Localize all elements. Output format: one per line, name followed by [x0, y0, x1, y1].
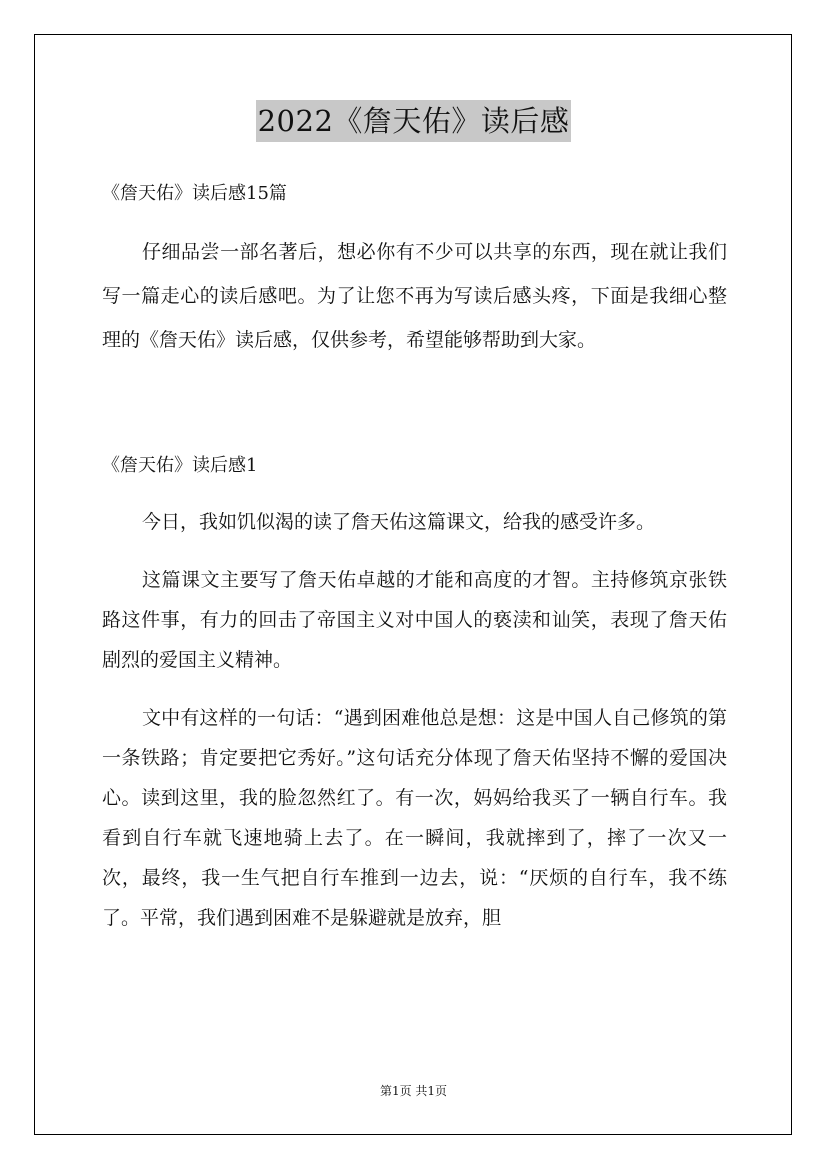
- body-paragraph: 文中有这样的一句话：“遇到困难他总是想：这是中国人自己修筑的第一条铁路；肯定要把它秀好。”这句话充分体现了詹天佑坚持不懈的爱国决心。读到这里，我的脸忽然红了。有一次，妈妈给我买了一辆自行车。我看到自行车就飞速地骑上去了。在一瞬间，我就摔到了，摔了一次又一次，最终，我一生气把自行车推到一边去，说：“厌烦的自行车，我不练了。平常，我们遇到困难不是躲避就是放弃，胆: [102, 707, 727, 929]
- document-subtitle: 《詹天佑》读后感15篇: [102, 183, 287, 204]
- section-heading: 《詹天佑》读后感1: [102, 455, 258, 476]
- body-paragraph: 这篇课文主要写了詹天佑卓越的才能和高度的才智。主持修筑京张铁路这件事，有力的回击了帝国主义对中国人的亵渎和讪笑，表现了詹天佑剧烈的爱国主义精神。: [102, 569, 727, 671]
- page-number-label: 第1页 共1页: [379, 1084, 448, 1098]
- intro-paragraph: 仔细品尝一部名著后，想必你有不少可以共享的东西，现在就让我们写一篇走心的读后感吧。为了让您不再为写读后感头疼，下面是我细心整理的《詹天佑》读后感，仅供参考，希望能够帮助到大家。: [102, 241, 727, 351]
- body-paragraph: 今日，我如饥似渴的读了詹天佑这篇课文，给我的感受许多。: [142, 511, 656, 533]
- page-footer: [0, 1083, 827, 1099]
- document-title: 2022《詹天佑》读后感: [256, 100, 572, 142]
- essay-body: [102, 502, 727, 956]
- title-container: [0, 100, 827, 142]
